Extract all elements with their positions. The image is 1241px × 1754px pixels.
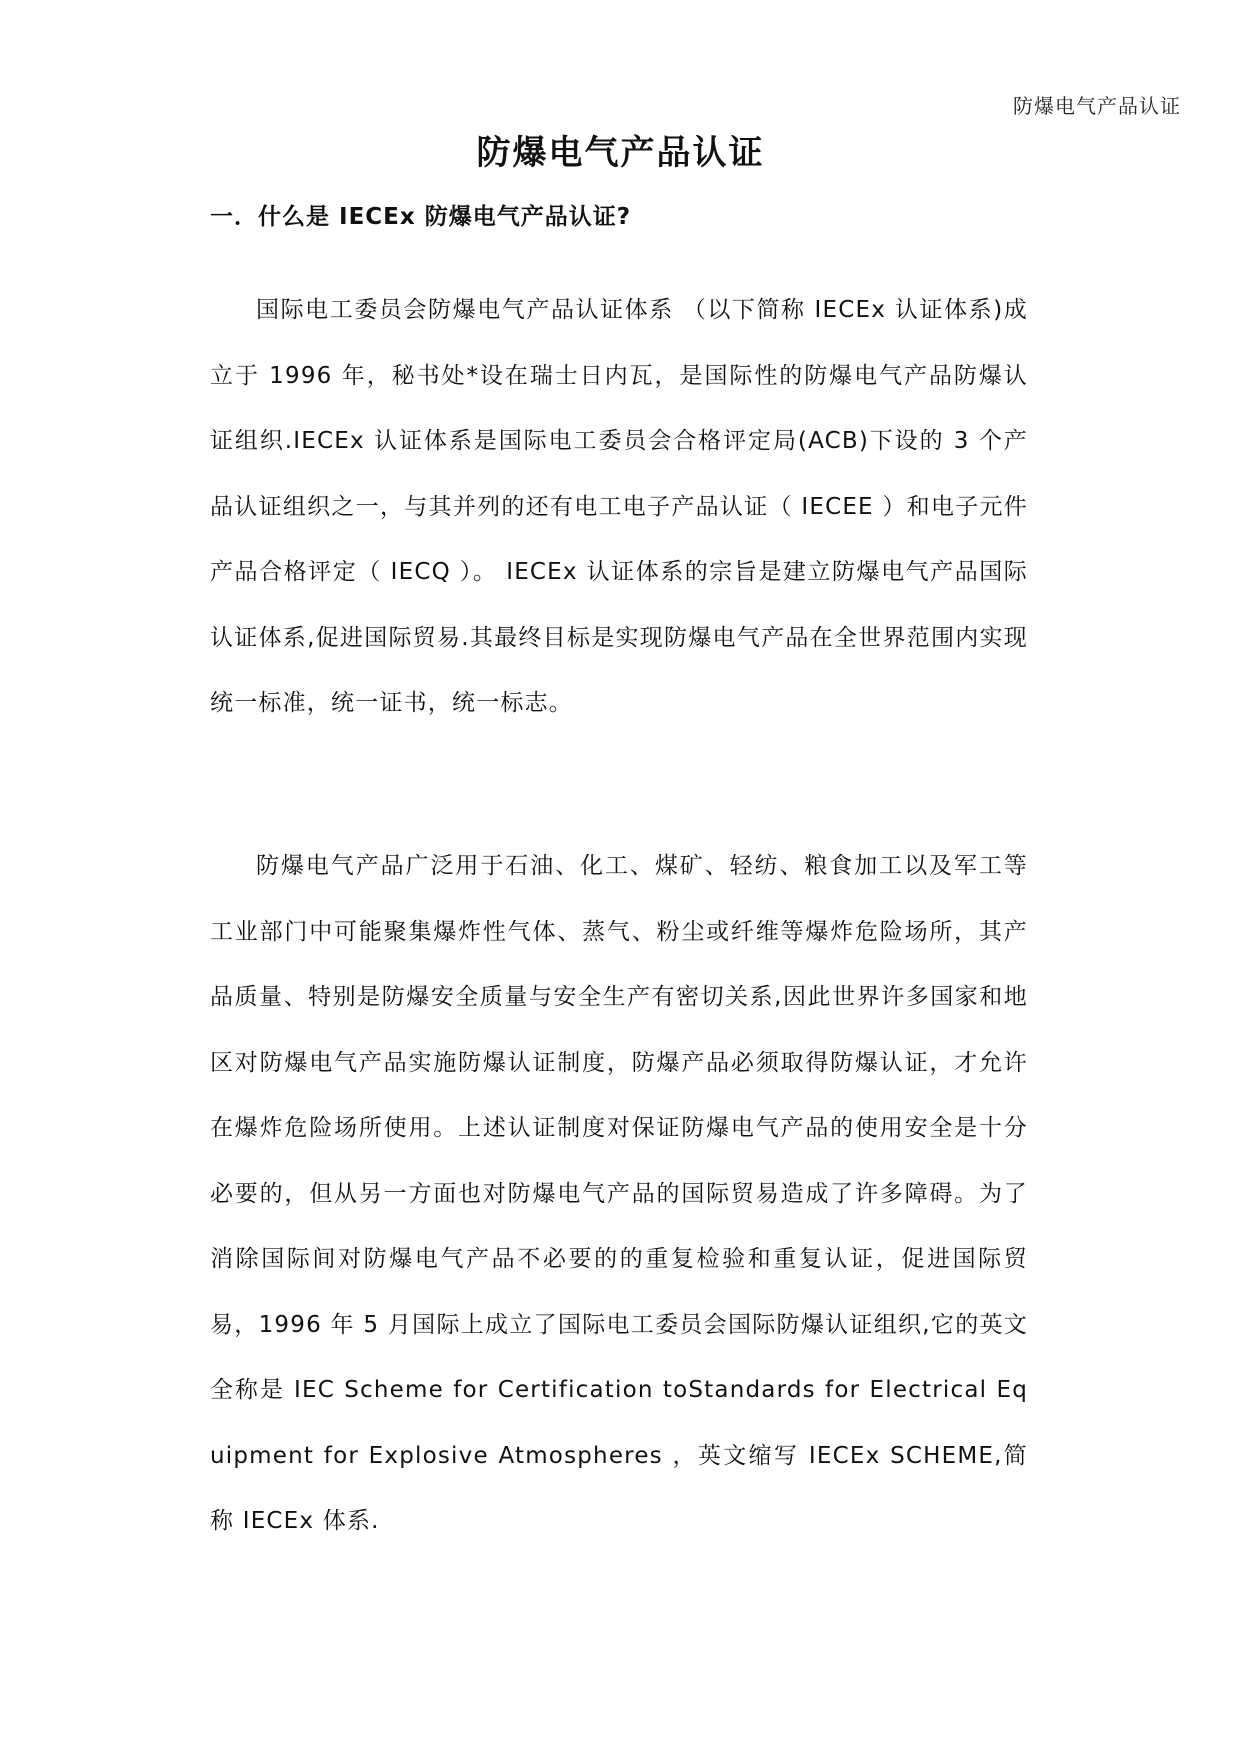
running-header: 防爆电气产品认证 [1013, 94, 1181, 118]
section-heading: 一．什么是 IECEx 防爆电气产品认证? [210, 204, 632, 230]
document-title: 防爆电气产品认证 [476, 133, 765, 173]
body-paragraph: 国际电工委员会防爆电气产品认证体系 （以下简称 IECEx 认证体系)成立于 1996 年，秘书处*设在瑞士日内瓦，是国际性的防爆电气产品防爆认证组织.IECEx 认证体系是国际电工委员会合格评定局(ACB)下设的 3 个产品认证组织之一，与其并列的还有电工电子产品认证（ IECEE ）和电子元件产品合格评定（ IECQ ）。 IECEx 认证体系的宗旨是建立防爆电气产品国际认证体系,促进国际贸易.其最终目标是实现防爆电气产品在全世界范围内实现统一标准，统一证书，统一标志。 [210, 297, 1028, 716]
body-paragraph: 防爆电气产品广泛用于石油、化工、煤矿、轻纺、粮食加工以及军工等工业部门中可能聚集爆炸性气体、蒸气、粉尘或纤维等爆炸危险场所，其产品质量、特别是防爆安全质量与安全生产有密切关系,因此世界许多国家和地区对防爆电气产品实施防爆认证制度，防爆产品必须取得防爆认证，才允许在爆炸危险场所使用。上述认证制度对保证防爆电气产品的使用安全是十分必要的，但从另一方面也对防爆电气产品的国际贸易造成了许多障碍。为了消除国际间对防爆电气产品不必要的的重复检验和重复认证，促进国际贸易，1996 年 5 月国际上成立了国际电工委员会国际防爆认证组织,它的英文全称是 IEC Scheme for Certification toStandards for Electrical Equipment for Explosive Atmospheres ，英文缩写 IECEx SCHEME,简称 IECEx 体系. [210, 853, 1028, 1534]
